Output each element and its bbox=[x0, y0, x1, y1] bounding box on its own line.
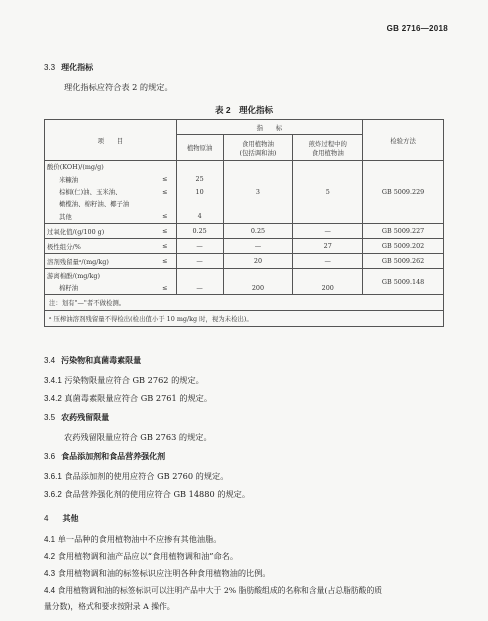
row-method: GB 5009.202 bbox=[363, 239, 444, 254]
row-method: GB 5009.262 bbox=[363, 254, 444, 269]
section-4-3 bbox=[44, 568, 271, 579]
row-edible: 0.25 bbox=[223, 224, 293, 239]
physicochemical-table bbox=[44, 119, 444, 327]
section-3-3-heading bbox=[44, 62, 93, 73]
acid-row-op: ≤ bbox=[154, 173, 176, 186]
clause-text: 单一品种的食用植物油中不应掺有其他油脂。 bbox=[57, 534, 222, 544]
section-3-3-body: 理化指标应符合表 2 的规定。 bbox=[64, 82, 173, 92]
clause-text: 食用植物调和油的标签标识应注明各种食用植物油的比例。 bbox=[57, 568, 271, 578]
section-number: 3.6 bbox=[44, 452, 56, 461]
table-row bbox=[45, 254, 444, 269]
row-raw: — bbox=[176, 254, 223, 269]
section-3-5-body: 农药残留限量应符合 GB 2763 的规定。 bbox=[64, 432, 212, 442]
row-name: 溶剂残留量ᵃ/(mg/kg) bbox=[45, 254, 155, 269]
header-indicator: 指 标 bbox=[176, 120, 362, 135]
row-fried: 27 bbox=[293, 239, 363, 254]
header-fried-oil bbox=[293, 135, 363, 161]
section-4-4 bbox=[44, 585, 382, 596]
table-row bbox=[45, 161, 444, 173]
clause-text: 食用植物调和油产品应以“食用植物调和油”命名。 bbox=[57, 551, 239, 561]
clause-number: 3.4.1 bbox=[44, 376, 62, 385]
section-3-4-1 bbox=[44, 375, 204, 386]
row-edible: — bbox=[223, 239, 293, 254]
acid-method: GB 5009.229 bbox=[363, 161, 444, 224]
table-footnote: ᵃ 压榨油溶剂残留量不得检出(检出值小于 10 mg/kg 时，视为未检出)。 bbox=[45, 311, 444, 327]
acid-fried: 5 bbox=[293, 161, 363, 224]
row-op: ≤ bbox=[154, 224, 176, 239]
row-fried: — bbox=[293, 254, 363, 269]
clause-text: 食用植物调和油的标签标识可以注明产品中大于 2% 脂肪酸组成的名称和含量(占总脂肪酸的质 bbox=[57, 586, 383, 595]
clause-number: 3.6.1 bbox=[44, 472, 62, 481]
section-3-4-2 bbox=[44, 393, 212, 404]
acid-row-name: 棕榈(仁)油、玉米油、 bbox=[45, 186, 155, 198]
gossypol-sub: 棉籽油 bbox=[45, 282, 155, 295]
table-row bbox=[45, 239, 444, 254]
clause-text: 食品营养强化剂的使用应符合 GB 14880 的规定。 bbox=[64, 489, 251, 499]
acid-edible: 3 bbox=[223, 161, 293, 224]
section-4-4-continued: 量分数)，格式和要求按附录 A 操作。 bbox=[44, 602, 175, 611]
acid-row-name: 其他 bbox=[45, 210, 155, 224]
row-raw: 0.25 bbox=[176, 224, 223, 239]
header-method: 检验方法 bbox=[363, 120, 444, 161]
section-title: 理化指标 bbox=[61, 63, 94, 72]
acid-row-name: 橄榄油、棉籽油、椰子油 bbox=[45, 198, 155, 210]
section-title: 其他 bbox=[62, 514, 79, 523]
row-op: ≤ bbox=[154, 239, 176, 254]
gossypol-raw: — bbox=[176, 282, 223, 295]
section-number: 3.5 bbox=[44, 413, 56, 422]
section-number: 4 bbox=[44, 514, 49, 523]
header-fried-oil-line2: 食用植物油 bbox=[311, 148, 344, 157]
section-3-6-2 bbox=[44, 489, 250, 500]
row-fried: — bbox=[293, 224, 363, 239]
section-title: 污染物和真菌毒素限量 bbox=[61, 356, 142, 365]
header-edible-oil-line1: 食用植物油 bbox=[241, 139, 274, 148]
section-number: 3.3 bbox=[44, 63, 56, 72]
clause-text: 食品添加剂的使用应符合 GB 2760 的规定。 bbox=[64, 471, 229, 481]
acid-row-name: 米糠油 bbox=[45, 173, 155, 186]
section-3-6-heading bbox=[44, 451, 165, 462]
table-caption: 表 2 理化指标 bbox=[214, 105, 274, 115]
row-edible: 20 bbox=[223, 254, 293, 269]
acid-value-label: 酸价(KOH)/(mg/g) bbox=[45, 161, 155, 173]
clause-text: 真菌毒素限量应符合 GB 2761 的规定。 bbox=[64, 393, 213, 403]
table-row bbox=[45, 224, 444, 239]
section-4-heading bbox=[44, 513, 78, 524]
clause-number: 4.2 bbox=[44, 552, 56, 561]
clause-number: 3.6.2 bbox=[44, 490, 62, 499]
header-raw-oil: 植物原油 bbox=[176, 135, 223, 161]
acid-row-op: ≤ bbox=[154, 186, 176, 198]
acid-row-raw: 25 bbox=[176, 173, 223, 186]
gossypol-op: ≤ bbox=[154, 282, 176, 295]
header-item: 项 目 bbox=[45, 120, 177, 161]
standard-number: GB 2716—2018 bbox=[386, 24, 448, 33]
clause-number: 3.4.2 bbox=[44, 394, 62, 403]
table-row bbox=[45, 269, 444, 282]
row-name: 极性组分/% bbox=[45, 239, 155, 254]
section-4-1 bbox=[44, 534, 222, 545]
acid-row-raw: 4 bbox=[176, 210, 223, 224]
section-title: 农药残留限量 bbox=[61, 413, 110, 422]
section-4-2 bbox=[44, 551, 238, 562]
clause-text: 污染物限量应符合 GB 2762 的规定。 bbox=[64, 375, 204, 385]
acid-row-op bbox=[154, 198, 176, 210]
section-3-6-1 bbox=[44, 471, 228, 482]
row-raw: — bbox=[176, 239, 223, 254]
clause-number: 4.1 bbox=[44, 535, 56, 544]
clause-number: 4.4 bbox=[44, 586, 56, 595]
section-3-5-heading bbox=[44, 412, 109, 423]
section-3-4-heading bbox=[44, 355, 141, 366]
gossypol-label: 游离棉酚/(mg/kg) bbox=[45, 269, 155, 282]
header-edible-oil-line2: (包括调和油) bbox=[239, 148, 277, 157]
clause-number: 4.3 bbox=[44, 569, 56, 578]
acid-row-raw bbox=[176, 198, 223, 210]
acid-row-op: ≤ bbox=[154, 210, 176, 224]
row-op: ≤ bbox=[154, 254, 176, 269]
row-name: 过氧化值/(g/100 g) bbox=[45, 224, 155, 239]
header-fried-oil-line1: 煎炸过程中的 bbox=[308, 139, 347, 148]
section-number: 3.4 bbox=[44, 356, 56, 365]
header-edible-oil bbox=[223, 135, 293, 161]
gossypol-edible: 200 bbox=[223, 282, 293, 295]
acid-row-raw: 10 bbox=[176, 186, 223, 198]
gossypol-method: GB 5009.148 bbox=[363, 269, 444, 295]
row-method: GB 5009.227 bbox=[363, 224, 444, 239]
gossypol-fried: 200 bbox=[293, 282, 363, 295]
section-title: 食品添加剂和食品营养强化剂 bbox=[61, 452, 166, 461]
table-note: 注：划有"—"者不做检测。 bbox=[45, 295, 444, 311]
